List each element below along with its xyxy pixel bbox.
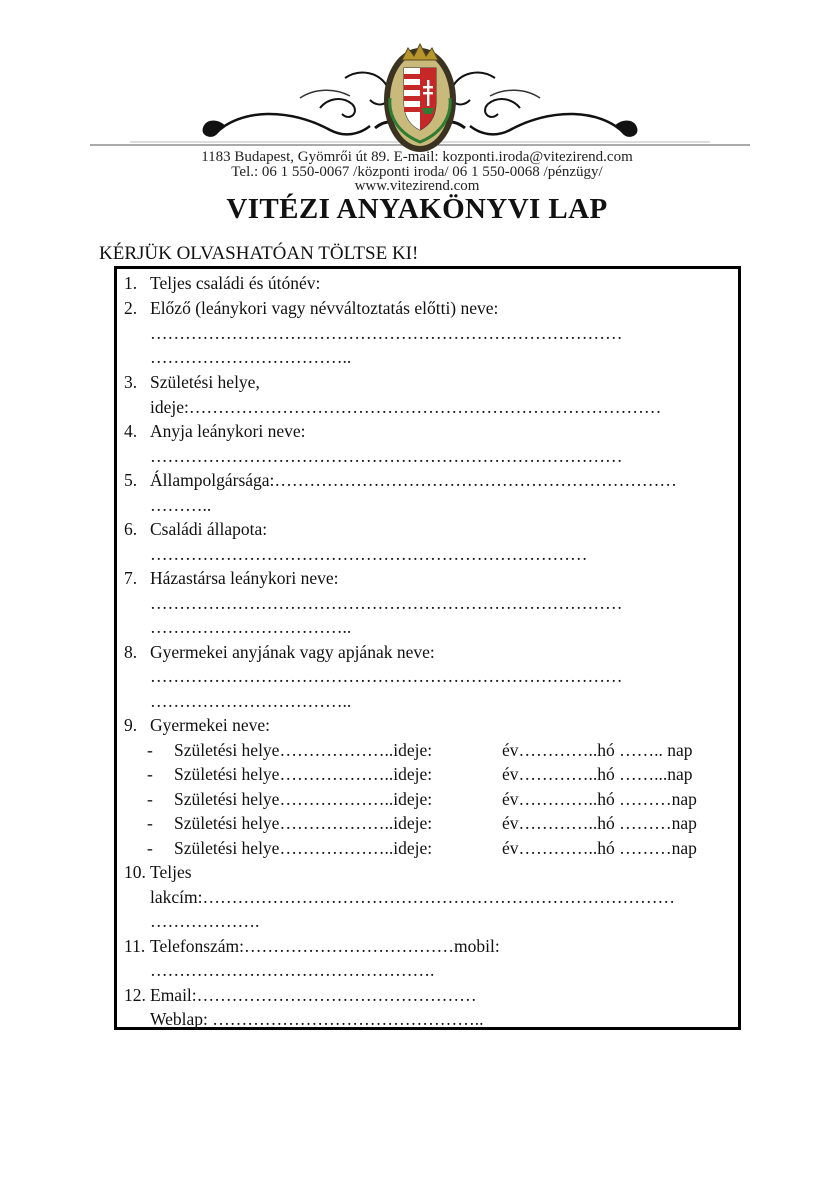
q2-dots-line-2[interactable]: …………………………….. <box>150 347 352 367</box>
q2-dots-line-1[interactable]: ……………………………………………………………………… <box>150 323 623 343</box>
q7-spouse-name: 7. Házastársa leánykori neve: <box>124 568 339 588</box>
q11-phone[interactable]: 11. Telefonszám:………………………………mobil: <box>124 936 500 956</box>
dash: - <box>147 764 153 784</box>
q5-citizenship[interactable]: 5. Állampolgársága:…………………………………………………………… <box>124 470 677 490</box>
weblap-field[interactable]: Weblap: ……………………………………….. <box>150 1009 484 1029</box>
q8-children-parent: 8. Gyermekei anyjának vagy apjának neve: <box>124 642 435 662</box>
q10-full-address: 10. Teljes <box>124 862 192 882</box>
child-birth-date[interactable]: év…………..hó …….. nap <box>502 740 693 760</box>
q11-dots-line[interactable]: …………………………………………. <box>150 960 435 980</box>
header-phone: Tel.: 06 1 550-0067 /központi iroda/ 06 1 550-0068 /pénzügy/ <box>231 164 603 180</box>
q8-dots-line-2[interactable]: …………………………….. <box>150 691 352 711</box>
q3-birth-date[interactable]: ideje:……………………………………………………………………… <box>150 397 662 417</box>
q7-dots-line-1[interactable]: ……………………………………………………………………… <box>150 593 623 613</box>
q8-dots-line-1[interactable]: ……………………………………………………………………… <box>150 666 623 686</box>
dash: - <box>147 740 153 760</box>
q10-address-line[interactable]: lakcím:……………………………………………………………………… <box>150 887 675 907</box>
q4-mother-name: 4. Anyja leánykori neve: <box>124 421 306 441</box>
header-address: 1183 Budapest, Gyömrői út 89. E-mail: kozponti.iroda@vitezirend.com <box>201 149 633 165</box>
child-birth-date[interactable]: év…………..hó ………nap <box>502 789 697 809</box>
header-website: www.vitezirend.com <box>354 178 480 194</box>
dash: - <box>147 838 153 858</box>
q4-dots-line[interactable]: ……………………………………………………………………… <box>150 446 623 466</box>
document-title: VITÉZI ANYAKÖNYVI LAP <box>226 193 608 225</box>
q3-birth-place[interactable]: 3. Születési helye, <box>124 372 260 392</box>
child-birth-date[interactable]: év…………..hó ………nap <box>502 813 697 833</box>
q10-dots-line[interactable]: ………………. <box>150 911 260 931</box>
child-birth-place[interactable]: Születési helye………………..ideje: <box>174 838 433 858</box>
dash: - <box>147 789 153 809</box>
q6-dots-line[interactable]: ………………………………………………………………… <box>150 544 588 564</box>
crest-emblem <box>90 38 750 156</box>
q5-dots-line[interactable]: ……….. <box>150 495 212 515</box>
q6-marital-status: 6. Családi állapota: <box>124 519 268 539</box>
q9-children-names: 9. Gyermekei neve: <box>124 715 271 735</box>
child-birth-place[interactable]: Születési helye………………..ideje: <box>174 764 433 784</box>
child-birth-place[interactable]: Születési helye………………..ideje: <box>174 813 433 833</box>
child-birth-date[interactable]: év…………..hó ………nap <box>502 838 697 858</box>
child-birth-date[interactable]: év…………..hó ……...nap <box>502 764 693 784</box>
q7-dots-line-2[interactable]: …………………………….. <box>150 617 352 637</box>
instruction-text: KÉRJÜK OLVASHATÓAN TÖLTSE KI! <box>99 243 419 264</box>
q2-previous-name: 2. Előző (leánykori vagy névváltoztatás előtti) neve: <box>124 298 499 318</box>
q12-email[interactable]: 12. Email:………………………………………… <box>124 985 477 1005</box>
q1-full-name[interactable]: 1. Teljes családi és útónév: <box>124 273 321 293</box>
child-birth-place[interactable]: Születési helye………………..ideje: <box>174 789 433 809</box>
dash: - <box>147 813 153 833</box>
child-birth-place[interactable]: Születési helye………………..ideje: <box>174 740 433 760</box>
